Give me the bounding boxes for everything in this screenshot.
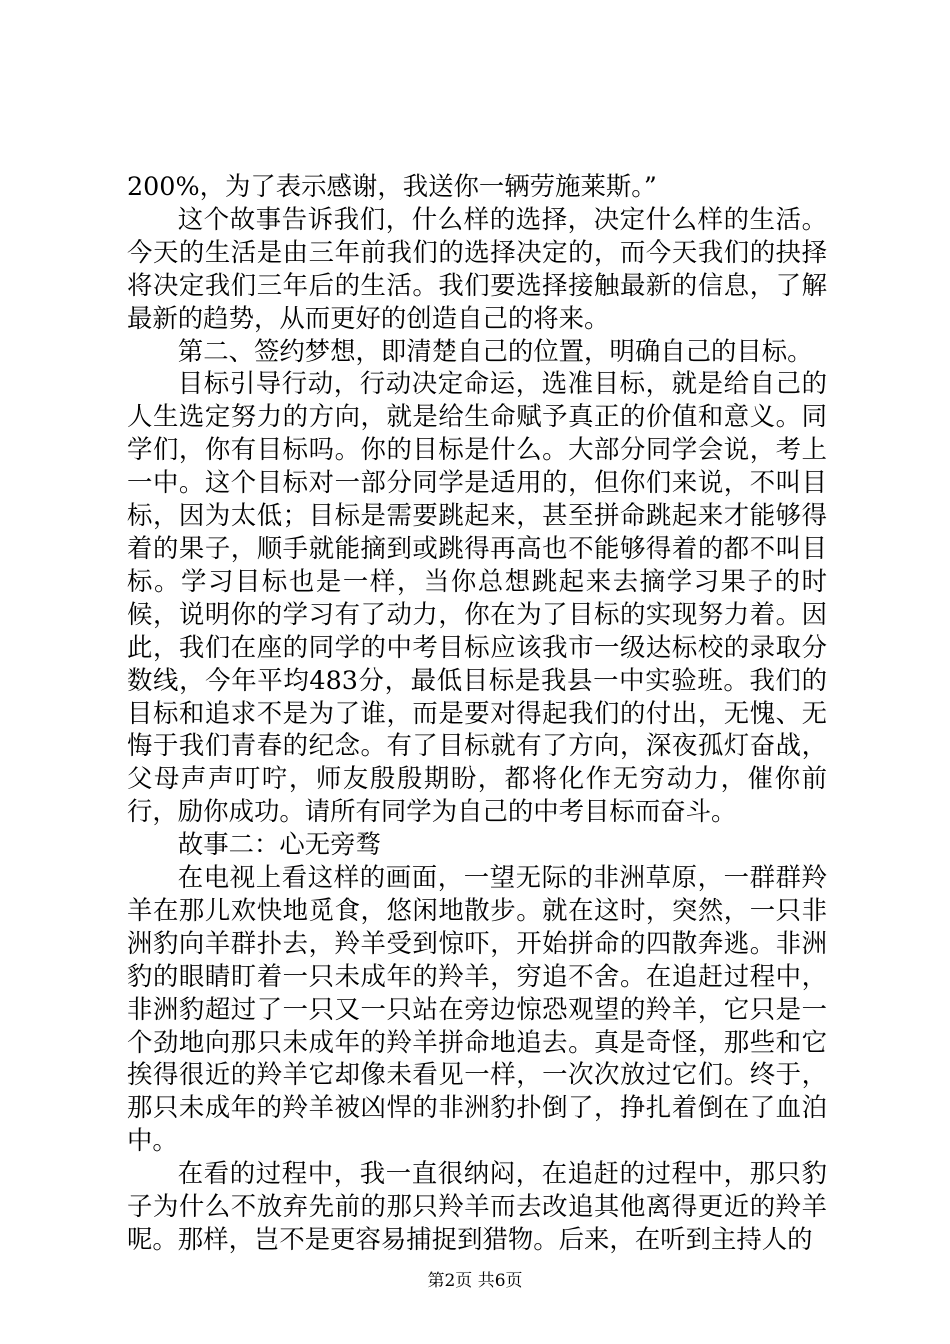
- paragraph-choice-lesson: 这个故事告诉我们，什么样的选择，决定什么样的生活。今天的生活是由三年前我们的选择决定的，而今天我们的抉择将决定我们三年后的生活。我们要选择接触最新的信息，了解最新的趋势，从而更好的创造自己的将来。: [127, 203, 827, 333]
- story-heading: 故事二：心无旁骛: [177, 829, 381, 860]
- section-heading-dream: 第二、签约梦想，即清楚自己的位置，明确自己的目标。: [177, 335, 813, 366]
- paragraph-reflection: 在看的过程中，我一直很纳闷，在追赶的过程中，那只豹子为什么不放弃先前的那只羚羊而去改追其他离得更近的羚羊呢。那样，岂不是更容易捕捉到猎物。后来，在听到主持人的: [127, 1158, 827, 1254]
- document-body: [127, 170, 827, 1256]
- paragraph-continuation: 200%，为了表示感谢，我送你一辆劳施莱斯。”: [127, 171, 657, 201]
- paragraph-leopard-story: 在电视上看这样的画面，一望无际的非洲草原，一群群羚羊在那儿欢快地觅食，悠闲地散步。就在这时，突然，一只非洲豹向羊群扑去，羚羊受到惊吓，开始拼命的四散奔逃。非洲豹的眼睛盯着一只未成年的羚羊，穷追不舍。在追赶过程中，非洲豹超过了一只又一只站在旁边惊恐观望的羚羊，它只是一个劲地向那只未成年的羚羊拼命地追去。真是奇怪，那些和它挨得很近的羚羊它却像未看见一样，一次次放过它们。终于，那只未成年的羚羊被凶悍的非洲豹扑倒了，挣扎着倒在了血泊中。: [127, 862, 827, 1156]
- paragraph-goals: 目标引导行动，行动决定命运，选准目标，就是给自己的人生选定努力的方向，就是给生命赋予真正的价值和意义。同学们，你有目标吗。你的目标是什么。大部分同学会说，考上一中。这个目标对一部分同学是适用的，但你们来说，不叫目标，因为太低；目标是需要跳起来，甚至拼命跳起来才能够得着的果子，顺手就能摘到或跳得再高也不能够得着的都不叫目标。学习目标也是一样，当你总想跳起来去摘学习果子的时候，说明你的学习有了动力，你在为了目标的实现努力着。因此，我们在座的同学的中考目标应该我市一级达标校的录取分数线，今年平均483分，最低目标是我县一中实验班。我们的目标和追求不是为了谁，而是要对得起我们的付出，无愧、无悔于我们青春的纪念。有了目标就有了方向，深夜孤灯奋战，父母声声叮咛，师友殷殷期盼，都将化作无穷动力，催你前行，励你成功。请所有同学为自己的中考目标而奋斗。: [127, 368, 827, 827]
- page-footer: 第2页 共6页: [427, 1271, 523, 1291]
